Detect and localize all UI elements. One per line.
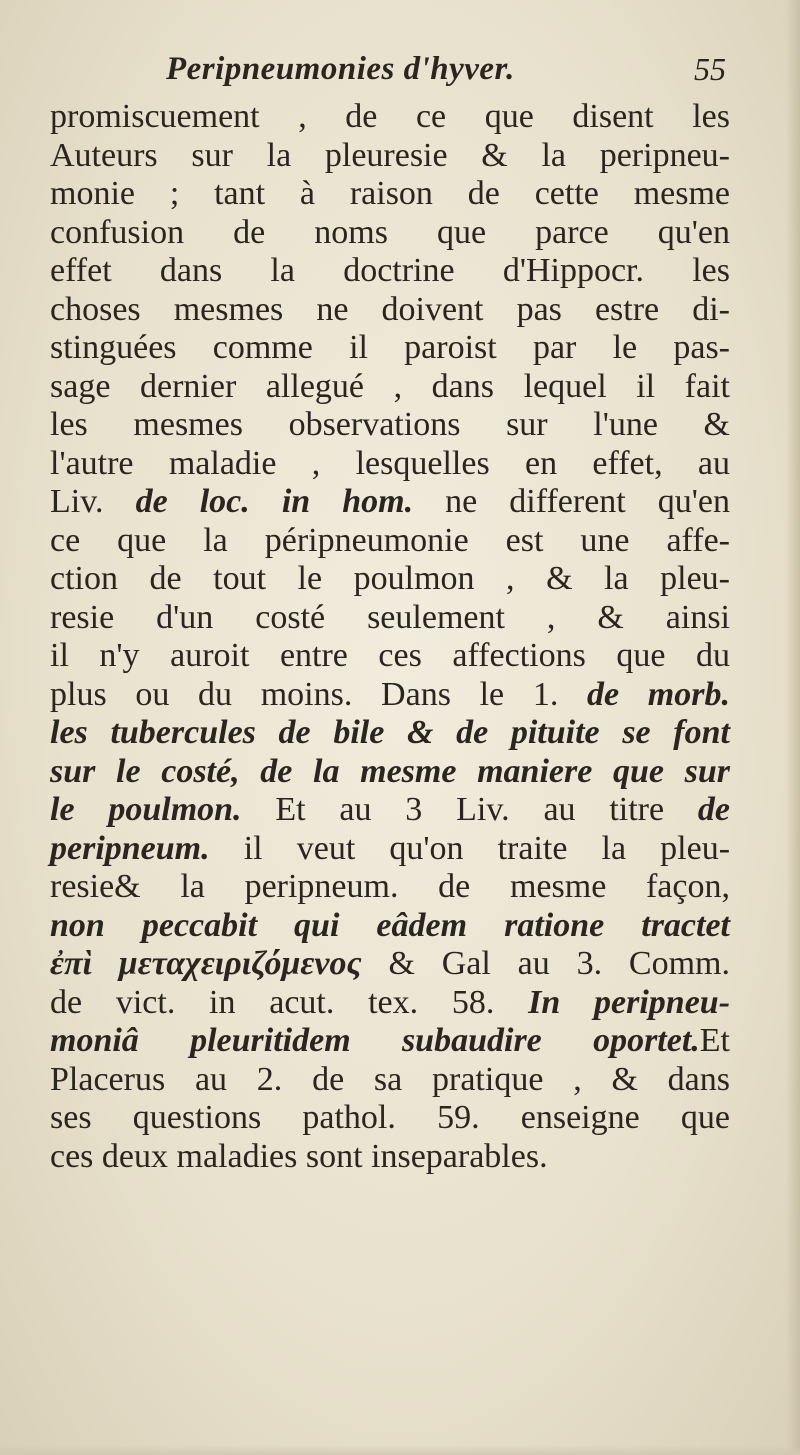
page-edge-shadow [786, 0, 800, 1455]
text-line [50, 1022, 730, 1061]
italic-run: In peripneu- [528, 983, 731, 1021]
text-line: ces deux maladies sont inseparables. [50, 1137, 548, 1175]
text-line [50, 984, 730, 1023]
text-run: ne different qu'en [445, 483, 731, 520]
text-line: ce que la péripneumonie est une affe- [50, 521, 730, 559]
text-run: il veut qu'on traite la pleu- [243, 829, 731, 867]
text-run: Et [699, 1022, 730, 1059]
text-line: ses questions pathol. 59. enseigne que [50, 1099, 730, 1136]
body-text [50, 98, 730, 1176]
text-line: les mesmes observations sur l'une & [50, 406, 730, 443]
text-line: ction de tout le poulmon , & la pleu- [50, 560, 730, 597]
text-line: monie ; tant à raison de cette mesme [50, 175, 730, 212]
text-line [50, 791, 730, 830]
italic-run: de morb. [587, 675, 730, 713]
text-line: Auteurs sur la pleuresie & la peripneu- [50, 136, 730, 174]
running-title: Peripneumonies d'hyver. [166, 51, 515, 87]
text-run: de vict. in acut. tex. 58. [50, 983, 495, 1021]
text-line: les tubercules de bile & de pituite se font [50, 714, 730, 751]
text-line: confusion de noms que parce qu'en [50, 213, 730, 251]
text-line: promiscuement , de ce que disent les [50, 98, 730, 135]
text-line [50, 483, 730, 522]
text-line [50, 945, 730, 984]
text-line: non peccabit qui eâdem ratione tractet [50, 906, 730, 944]
text-line: sage dernier allegué , dans lequel il fait [50, 367, 730, 405]
page-number: 55 [694, 51, 726, 87]
text-line: Placerus au 2. de sa pratique , & dans [50, 1060, 730, 1098]
italic-run: peripneum. [50, 829, 210, 867]
text-line: effet dans la doctrine d'Hippocr. les [50, 252, 730, 289]
text-run: & Gal au 3. Comm. [388, 945, 731, 982]
italic-run: de loc. in hom. [135, 483, 414, 520]
text-run: Et au 3 Liv. au titre [275, 791, 665, 828]
italic-run: le poulmon. [50, 791, 242, 828]
text-run: plus ou du moins. Dans le 1. [50, 675, 559, 713]
text-line [50, 676, 730, 715]
text-line: stinguées comme il paroist par le pas- [50, 329, 730, 366]
text-line: resie d'un costé seulement , & ainsi [50, 598, 730, 636]
greek-run: ἐπὶ μεταχειριζόμενος [50, 945, 362, 982]
text-line [50, 830, 730, 869]
text-run: Liv. [50, 483, 104, 520]
italic-run: de [697, 791, 730, 828]
text-line: sur le costé, de la mesme maniere que sur [50, 752, 730, 790]
page-header [56, 44, 736, 94]
page-edge-shadow [0, 1445, 800, 1455]
text-line: il n'y auroit entre ces affections que du [50, 637, 730, 674]
text-line: choses mesmes ne doivent pas estre di- [50, 290, 730, 328]
text-line: resie& la peripneum. de mesme façon, [50, 868, 730, 905]
italic-run: moniâ pleuritidem subaudire oportet. [50, 1022, 700, 1059]
text-line: l'autre maladie , lesquelles en effet, au [50, 444, 730, 482]
